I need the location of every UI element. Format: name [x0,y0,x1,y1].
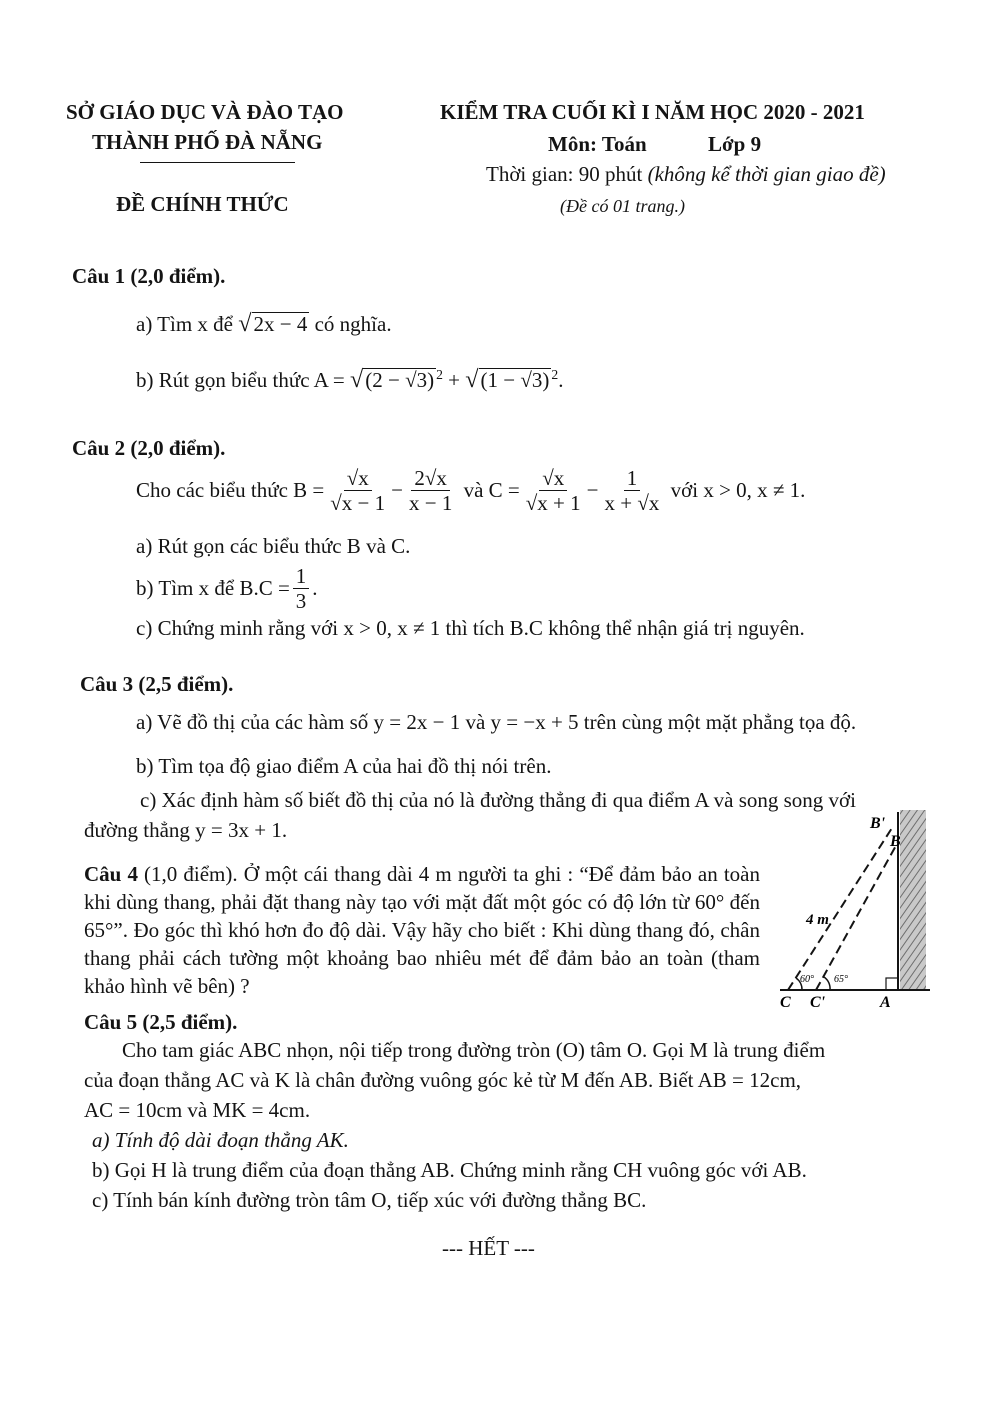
q1-a-suffix: có nghĩa. [314,312,392,336]
pages-note: (Đề có 01 trang.) [560,196,685,216]
q1-b-end: . [558,368,564,392]
q2-b-fraction [293,564,310,613]
q5-part-c: c) Tính bán kính đường tròn tâm O, tiếp xúc với đường thẳng BC. [92,1188,647,1212]
ladder-position-1 [788,828,892,990]
q1-a-prefix: a) Tìm x để [136,312,234,336]
q1-b-prefix: b) Rút gọn biểu thức [136,368,310,392]
q2-b-lhs: B = [293,478,325,503]
header-divider [140,162,295,163]
fraction-denominator: 3 [295,589,307,614]
q4-body: Ở một cái thang dài 4 m người ta ghi : “Để đảm bảo an toàn khi dùng thang, phải đặt thang này tạo với mặt đất một góc có độ lớn từ 60° đến 65°”. Đo góc thì khó hơn đo độ dài. Vậy hãy cho biết : Khi dùng thang đó, chân thang phải cách tường một khoảng bao nhiêu mét để đảm bảo an toàn (tham khảo hình vẽ bên) ? [84,862,760,998]
dept-line-1: SỞ GIÁO DỤC VÀ ĐÀO TẠO [66,100,344,124]
q1-b-lhs: A = [313,368,345,392]
q1-a-radicand: 2x − 4 [253,312,308,336]
q2-b-expr: B.C = [239,576,290,601]
radical-sign: √ [238,310,252,337]
q4-points: (1,0 điểm). [144,862,238,886]
time-prefix: Thời gian: 90 phút [486,162,643,186]
exam-title: KIỂM TRA CUỐI KÌ I NĂM HỌC 2020 - 2021 [440,100,865,124]
q4-title: Câu 4 [84,862,138,886]
radical-sign: √ [465,366,479,393]
q5-body-line-1: Cho tam giác ABC nhọn, nội tiếp trong đường tròn (O) tâm O. Gọi M là trung điểm [122,1038,826,1062]
label-b-prime: B' [870,815,886,832]
dept-line-2: THÀNH PHỐ ĐÀ NẴNG [92,130,323,154]
angle-arc-65 [824,977,830,990]
q2-part-c: c) Chứng minh rằng với x > 0, x ≠ 1 thì tích B.C không thể nhận giá trị nguyên. [136,616,805,640]
q2-intro: Cho các biểu thức [136,478,288,503]
q3-part-c-line-1: c) Xác định hàm số biết đồ thị của nó là đường thẳng đi qua điểm A và song song với [140,788,856,812]
label-c-prime: C' [810,994,826,1011]
fraction-denominator: √x − 1 [330,491,386,516]
time-line [486,162,886,187]
minus-sign: − [391,478,403,503]
fraction-denominator: x − 1 [409,491,453,516]
subject: Môn: Toán [548,132,647,156]
label-c: C [780,994,791,1011]
time-note: (không kể thời gian giao đề) [647,162,886,186]
q4-paragraph [84,860,760,1000]
fraction-numerator: 2√x [411,466,450,491]
q5-body-line-2: của đoạn thẳng AC và K là chân đường vuông góc kẻ từ M đến AB. Biết AB = 12cm, [84,1068,802,1092]
fraction-numerator: 1 [624,466,641,491]
q1-title: Câu 1 (2,0 điểm). [72,264,226,288]
fraction-denominator: x + √x [604,491,660,516]
end-marker: --- HẾT --- [442,1236,535,1260]
q2-c-lhs: C = [488,478,520,503]
q2-c-fraction-1 [523,466,584,515]
q2-part-b [136,564,318,613]
q5-part-a: a) Tính độ dài đoạn thẳng AK. [92,1128,349,1152]
q3-part-c-line-2: đường thẳng y = 3x + 1. [84,818,288,842]
radical-sign: √ [349,366,364,393]
q1-b-term2: (1 − √3) [480,368,550,392]
label-a: A [880,994,891,1011]
minus-sign: − [586,478,599,503]
q2-b-end: . [312,576,318,601]
q2-b-prefix: b) Tìm x để [136,576,235,601]
label-angle-65: 65° [834,974,848,985]
label-b: B [890,833,901,850]
q3-title: Câu 3 (2,5 điểm). [80,672,234,696]
q5-body-line-3: AC = 10cm và MK = 4cm. [84,1098,311,1122]
q3-part-a: a) Vẽ đồ thị của các hàm số y = 2x − 1 và y = −x + 5 trên cùng một mặt phẳng tọa độ. [136,710,857,734]
q2-b-fraction-1 [327,466,388,515]
q2-and: và [463,478,484,503]
fraction-numerator: √x [539,466,567,491]
q1-b-exp2: 2 [551,367,559,382]
q1-part-b [136,366,563,394]
fraction-numerator: √x [344,466,372,491]
q2-b-fraction-2 [406,466,455,515]
q2-condition: với x > 0, x ≠ 1. [670,478,806,503]
q1-b-term1: (2 − √3) [365,368,435,392]
ladder-figure [770,800,940,1020]
q2-c-fraction-2 [602,466,663,515]
right-angle-mark [886,978,898,990]
q2-part-a: a) Rút gọn các biểu thức B và C. [136,534,411,558]
q1-part-a [136,310,392,338]
q5-part-b: b) Gọi H là trung điểm của đoạn thẳng AB. Chứng minh rằng CH vuông góc với AB. [92,1158,807,1182]
q1-b-exp1: 2 [436,367,443,382]
q2-expressions [136,466,805,515]
fraction-numerator: 1 [293,564,310,589]
fraction-denominator: √x + 1 [525,491,581,516]
q1-b-plus: + [448,368,461,392]
wall [900,810,926,990]
q3-part-b: b) Tìm tọa độ giao điểm A của hai đồ thị nói trên. [136,754,552,778]
q2-title: Câu 2 (2,0 điểm). [72,436,226,460]
q5-title: Câu 5 (2,5 điểm). [84,1010,238,1034]
label-length: 4 m [806,912,829,928]
label-angle-60: 60° [800,974,814,985]
grade: Lớp 9 [708,132,762,156]
official-label: ĐỀ CHÍNH THỨC [116,192,289,216]
